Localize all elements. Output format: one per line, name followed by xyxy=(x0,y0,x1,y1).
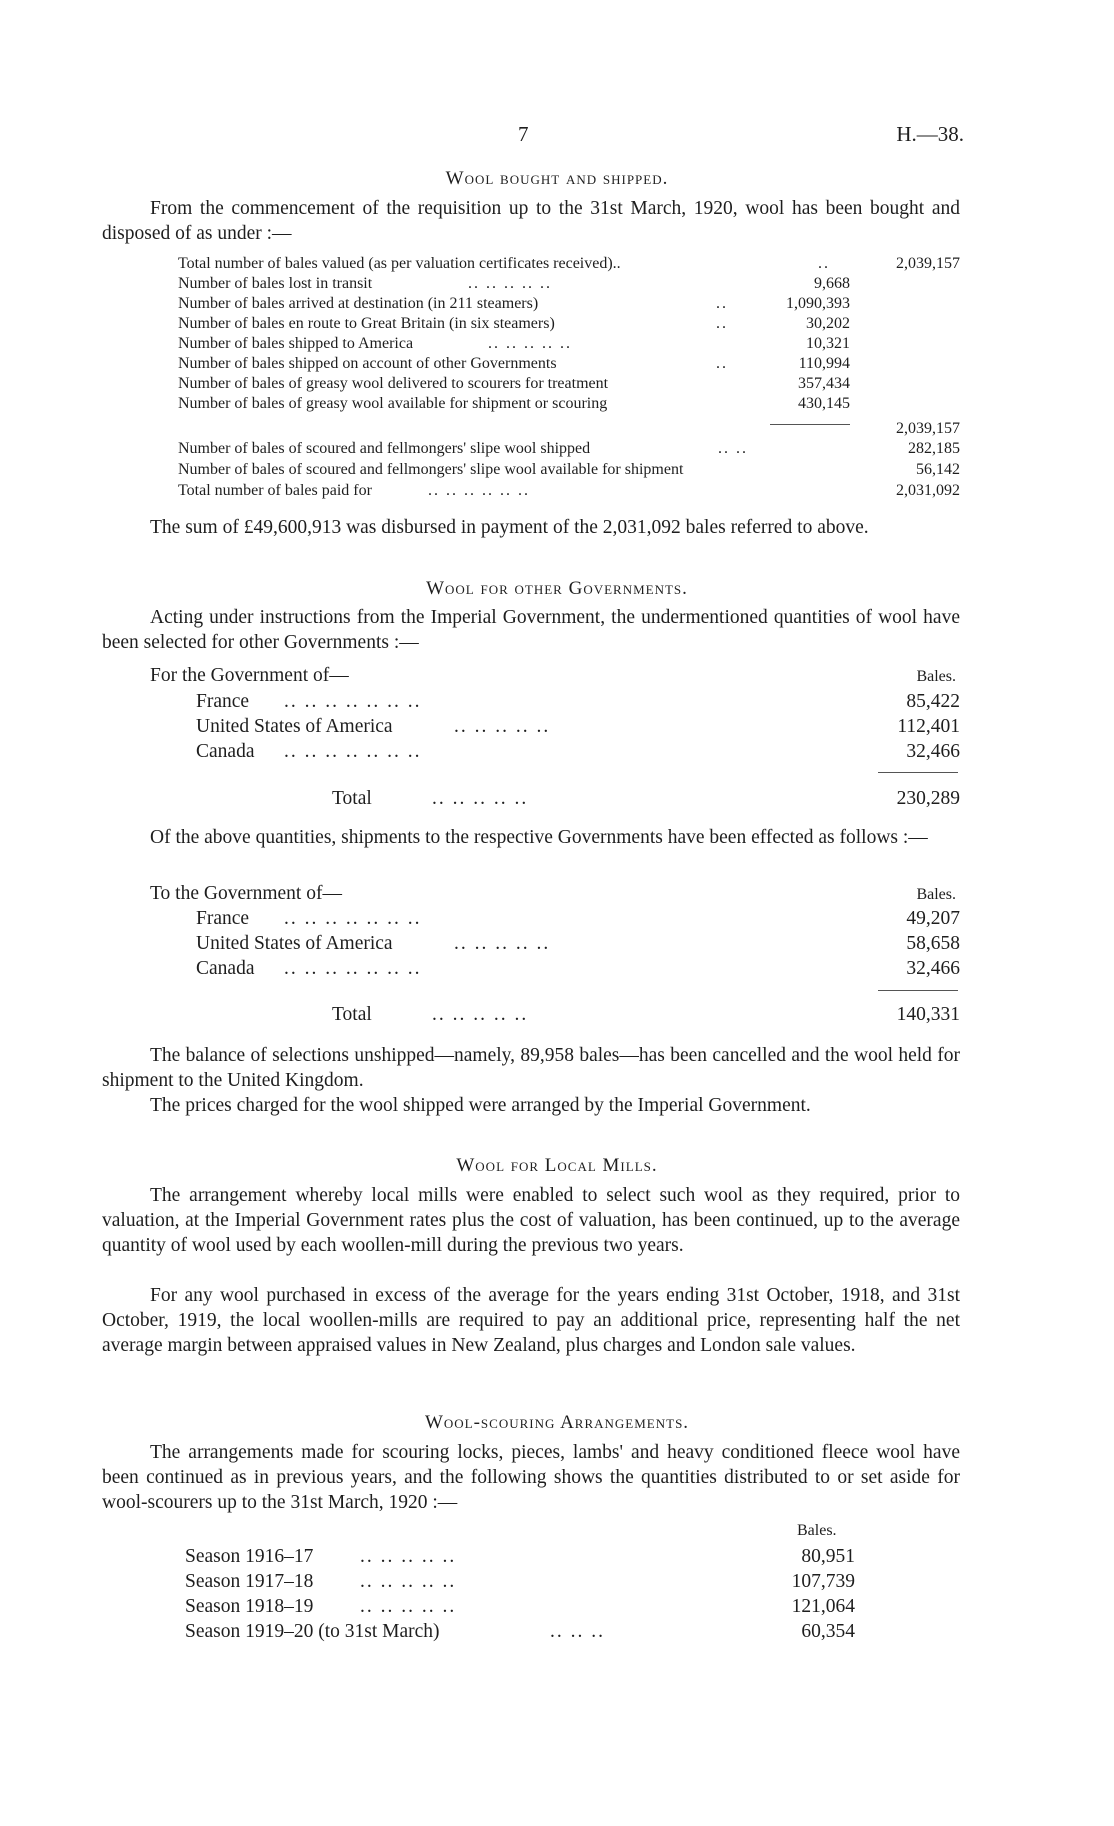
unit-header: Bales. xyxy=(797,1522,837,1539)
leader-dots: .. .. .. .. .. .. .. xyxy=(284,908,422,929)
section-heading-other-governments: Wool for other Governments. xyxy=(426,578,688,599)
bales-value: 32,466 xyxy=(906,741,960,762)
leader-dots: .. .. xyxy=(718,440,748,457)
country-label: France xyxy=(196,691,250,712)
row-total-value: 56,142 xyxy=(916,461,960,478)
section-heading-local-mills: Wool for Local Mills. xyxy=(456,1155,658,1176)
row-value: 9,668 xyxy=(814,275,850,292)
summary-row xyxy=(178,375,960,397)
subtotal-rule xyxy=(770,424,850,425)
section-heading-wool-bought: Wool bought and shipped. xyxy=(445,168,669,189)
row-label: Number of bales lost in transit xyxy=(178,275,373,292)
document-reference: H.—38. xyxy=(896,122,964,146)
section-heading-wool-scouring: Wool-scouring Arrangements. xyxy=(424,1412,690,1433)
summary-row xyxy=(178,440,960,462)
leader-dots: .. .. .. .. .. xyxy=(360,1571,457,1592)
row-value: 110,994 xyxy=(798,355,850,372)
section2-middle xyxy=(102,825,960,850)
total-value: 140,331 xyxy=(896,1004,960,1025)
leader-dots: .. .. .. .. .. xyxy=(360,1596,457,1617)
bales-value: 112,401 xyxy=(897,716,960,737)
unit-header: Bales. xyxy=(916,668,956,685)
country-label: United States of America xyxy=(196,933,393,954)
row-label: Number of bales shipped to America xyxy=(178,335,414,352)
row-total-value: 282,185 xyxy=(908,440,960,457)
bales-value: 32,466 xyxy=(906,958,960,979)
section3-para-2-text: For any wool purchased in excess of the average for the years ending 31st October, 1918, and 31st October, 1919, the local woollen-mills are required to pay an additional price, representing half the net average margin between appraised values in New Zealand, plus charges and London sale values. xyxy=(102,1285,960,1356)
summary-row xyxy=(178,482,960,504)
leader-dots: .. .. .. .. .. xyxy=(468,275,552,292)
bales-value: 58,658 xyxy=(906,933,960,954)
leader-dots: .. .. .. xyxy=(550,1621,605,1642)
table-row xyxy=(196,691,960,713)
section2-intro xyxy=(102,605,960,655)
subtotal-value: 2,039,157 xyxy=(896,420,960,437)
row-label: Number of bales shipped on account of other Governments xyxy=(178,355,557,372)
leader-dots: .. xyxy=(716,315,728,332)
section1-closing xyxy=(102,515,960,540)
table-row xyxy=(196,958,960,980)
table-caption: To the Government of— xyxy=(150,883,342,904)
table-caption: For the Government of— xyxy=(150,665,349,686)
season-bales-value: 121,064 xyxy=(791,1596,855,1617)
season-bales-value: 80,951 xyxy=(801,1546,855,1567)
country-label: France xyxy=(196,908,250,929)
summary-row xyxy=(178,355,960,377)
leader-dots: .. .. .. .. .. xyxy=(360,1546,457,1567)
row-label: Number of bales of scoured and fellmongers' slipe wool shipped xyxy=(178,440,591,457)
section3-para-2 xyxy=(102,1283,960,1358)
table-row xyxy=(196,933,960,955)
season-row xyxy=(185,1571,855,1593)
section1-intro-text: From the commencement of the requisition up to the 31st March, 1920, wool has been bought and disposed of as under :— xyxy=(102,198,960,244)
section2-closing-1 xyxy=(102,1043,960,1093)
row-value: 30,202 xyxy=(806,315,850,332)
season-label: Season 1919–20 (to 31st March) xyxy=(185,1621,440,1642)
section3-para-1 xyxy=(102,1183,960,1258)
section2-closing-1-text: The balance of selections unshipped—namely, 89,958 bales—has been cancelled and the wool held for shipment to the United Kingdom. xyxy=(102,1045,960,1091)
total-label: Total xyxy=(332,1004,372,1025)
total-label: Total xyxy=(332,788,372,809)
season-row xyxy=(185,1546,855,1568)
table-row xyxy=(196,716,960,738)
summary-row xyxy=(178,461,960,483)
bales-value: 85,422 xyxy=(906,691,960,712)
row-label: Number of bales of scoured and fellmongers' slipe wool available for shipment xyxy=(178,461,684,478)
season-label: Season 1916–17 xyxy=(185,1546,314,1567)
leader-dots: .. .. .. .. .. xyxy=(454,933,551,954)
section4-para-text: The arrangements made for scouring locks, pieces, lambs' and heavy conditioned fleece wool have been continued as in previous years, and the following shows the quantities distributed to or set aside for wool-scourers up to the 31st March, 1920 :— xyxy=(102,1442,960,1513)
table-row xyxy=(196,908,960,930)
summary-row xyxy=(178,335,960,357)
season-label: Season 1917–18 xyxy=(185,1571,314,1592)
country-label: Canada xyxy=(196,741,255,762)
season-row xyxy=(185,1596,855,1618)
row-value: 430,145 xyxy=(798,395,850,412)
section2-middle-text: Of the above quantities, shipments to the respective Governments have been effected as follows :— xyxy=(150,827,928,848)
season-label: Season 1918–19 xyxy=(185,1596,314,1617)
season-bales-value: 107,739 xyxy=(791,1571,855,1592)
leader-dots: .. .. .. .. .. .. .. xyxy=(284,741,422,762)
row-label: Number of bales of greasy wool delivered to scourers for treatment xyxy=(178,375,609,392)
country-label: United States of America xyxy=(196,716,393,737)
leader-dots: .. xyxy=(716,295,728,312)
section4-para xyxy=(102,1440,960,1515)
total-rule xyxy=(878,990,958,991)
leader-dots: .. .. .. .. .. .. .. xyxy=(284,691,422,712)
summary-row xyxy=(178,315,960,337)
leader-dots: .. .. .. .. .. xyxy=(454,716,551,737)
row-total-value: 2,031,092 xyxy=(896,482,960,499)
summary-row xyxy=(178,395,960,417)
leader-dots: .. .. .. .. .. .. .. xyxy=(284,958,422,979)
total-row xyxy=(332,1004,960,1026)
total-row xyxy=(332,788,960,810)
row-label: Total number of bales paid for xyxy=(178,482,372,499)
section1-closing-text: The sum of £49,600,913 was disbursed in payment of the 2,031,092 bales referred to above. xyxy=(150,517,869,538)
season-row xyxy=(185,1621,855,1643)
row-label: Number of bales en route to Great Britain (in six steamers) xyxy=(178,315,555,332)
row-label: Number of bales arrived at destination (in 211 steamers) xyxy=(178,295,539,312)
section3-para-1-text: The arrangement whereby local mills were enabled to select such wool as they required, prior to valuation, at the Imperial Government rates plus the cost of valuation, has been continued, up to the average quantity of wool used by each woollen-mill during the previous two years. xyxy=(102,1185,960,1256)
leader-dots: .. xyxy=(716,355,728,372)
row-label: Number of bales of greasy wool available for shipment or scouring xyxy=(178,395,608,412)
summary-row xyxy=(178,275,960,297)
page-number: 7 xyxy=(518,122,529,146)
section2-closing-2-text: The prices charged for the wool shipped were arranged by the Imperial Government. xyxy=(150,1095,811,1116)
leader-dots: .. .. .. .. .. .. xyxy=(428,482,530,499)
row-value: 1,090,393 xyxy=(786,295,850,312)
section1-intro xyxy=(102,196,960,246)
row-value: 10,321 xyxy=(806,335,850,352)
total-rule xyxy=(878,772,958,773)
season-bales-value: 60,354 xyxy=(801,1621,855,1642)
table-row xyxy=(196,741,960,763)
section2-closing-2 xyxy=(102,1093,960,1118)
row-value: 357,434 xyxy=(798,375,850,392)
row-total-value: 2,039,157 xyxy=(896,255,960,272)
summary-row xyxy=(178,255,960,277)
total-value: 230,289 xyxy=(896,788,960,809)
leader-dots: .. .. .. .. .. xyxy=(432,788,529,809)
leader-dots: .. xyxy=(818,255,830,272)
unit-header: Bales. xyxy=(916,886,956,903)
summary-row xyxy=(178,295,960,317)
leader-dots: .. .. .. .. .. xyxy=(488,335,572,352)
bales-value: 49,207 xyxy=(906,908,960,929)
country-label: Canada xyxy=(196,958,255,979)
row-label: Total number of bales valued (as per valuation certificates received).. xyxy=(178,255,621,272)
section2-intro-text: Acting under instructions from the Imperial Government, the undermentioned quantities of wool have been selected for other Governments :— xyxy=(102,607,960,653)
leader-dots: .. .. .. .. .. xyxy=(432,1004,529,1025)
